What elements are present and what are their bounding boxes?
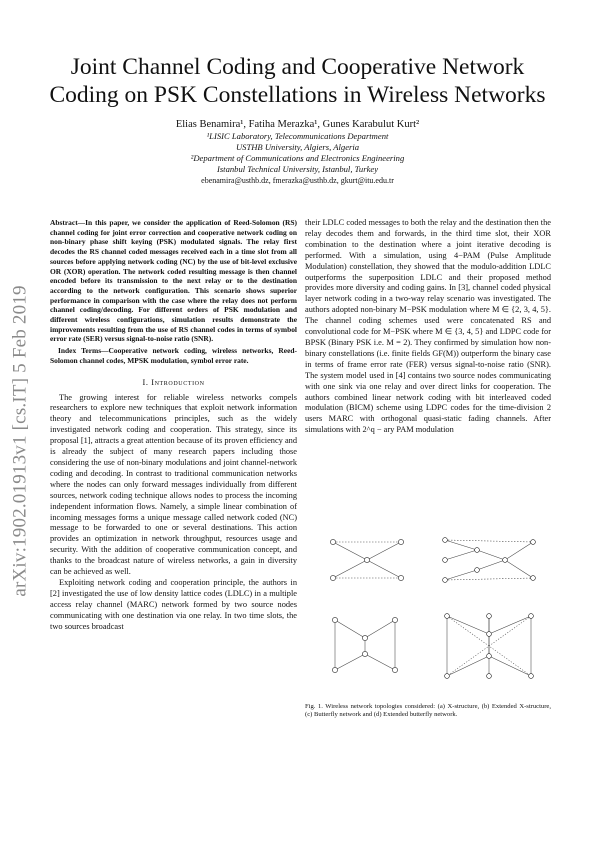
section-heading-introduction: I. Introduction xyxy=(142,377,205,387)
intro-paragraph-2: Exploiting network coding and cooperation principle, the authors in [2] investigated the use of low density lattice codes (LDLC) in a multiple access relay channel (MARC) network formed by two source nodes communicating with one destination via one relay. In two time slots, the two sources broadcast xyxy=(50,577,297,631)
arxiv-identifier[interactable]: arXiv:1902.01913v1 [cs.IT] 5 Feb 2019 xyxy=(10,285,32,597)
right-column xyxy=(305,218,551,436)
affiliation-line-3: ²Department of Communications and Electronics Engineering xyxy=(190,153,405,163)
figure-caption: Fig. 1. Wireless network topologies considered: (a) X-structure, (b) Extended X-structure, (c) Butterfly network and (d) Extended butterfly network. xyxy=(305,703,551,719)
right-column-paragraph: their LDLC coded messages to both the relay and the destination then the relay decodes them and forwards, in the third time slot, their XOR combination to the destination where a joint iterative decoding is performed. With a simulation, using 4−PAM (Pulse Amplitude Modulation) constellation, they showed that the modulo-addition LDLC outperforms the superposition LDLC and their proposed method provides more diversity and coding gains. In [3], channel coded physical layer network coding in a two-way relay scenario was investigated. The authors adopted non-binary M−PSK modulation where M ∈ {2, 3, 4, 5}. The channel coding schemes used were concatenated RS and convolutional code for M−PSK where M ∈ {3, 4, 5} and LDPC code for BPSK (Binary PSK i.e. M = 2). They confirmed by simulation how non-binary constellations (i.e. finite fields GF(M)) outperform the binary case in terms of frame error rate (FER) versus signal-to-noise ratio (SNR). The system model used in [4] contains two source nodes communicating with one sink via one relay and over direct links for cooperation. The authors combined linear network coding with bit interleaved coded modulation (BICM) scheme using LDPC codes for the time-division 2 users MARC with orthogonal quasi-static fading channels. After simulations with 2^q − ary PAM modulation xyxy=(305,218,551,435)
abstract: Abstract—In this paper, we consider the application of Reed-Solomon (RS) channel coding for joint error correction and cooperative network coding on non-binary phase shift keying (PSK) modulated signals. The relay first decodes the RS channel coded messages received each in a time slot from all sources before applying network coding (NC) by the use of bit-level exclusive OR (XOR) operation. The network coded resulting message is then channel encoded before its transmission to the next relay or to the destination according to the network configuration. This scenario shows superior performance in comparison with the case where the relay does not perform channel coding/decoding. For different orders of PSK modulation and different wireless configurations, simulation results demonstrate the improvements resulting from the use of RS channel codes in terms of symbol error rate (SER) versus signal-to-noise ratio (SNR). xyxy=(50,218,297,344)
network-topology-diagram xyxy=(305,520,551,700)
intro-paragraph-1: The growing interest for reliable wireless networks compels researchers to explore new techniques that exploit network information theory and telecommunications principles, such as the widely investigated network coding and cooperation. This strategy, since its proposal [1], attracts a great attention because of its proven efficiency and is already the subject of many research papers including those considering the use of non-binary modulations and joint channel-network coding and decoding. In contrast to traditional communication networks where the nodes can only forward messages individually from different sources, network coding technique allows nodes to process the incoming independent information flows. Namely, a simple linear combination of incoming messages forms a unique message called network coded (NC) message to be forwarded to one or several destinations. This action provides an optimization in network throughput, resources usage and security. With the addition of cooperative communication concept, and thanks to the broadcast nature of wireless networks, a gain in diversity can be achieved as well. xyxy=(50,392,297,577)
author-block xyxy=(60,118,535,186)
affiliation-line-4: Istanbul Technical University, Istanbul, Turkey xyxy=(216,164,379,174)
author-names: Elias Benamira¹, Fatiha Merazka¹, Gunes Karabulut Kurt² xyxy=(175,119,420,130)
network-topology-figure xyxy=(305,520,551,700)
affiliation-line-2: USTHB University, Algiers, Algeria xyxy=(235,142,360,152)
left-column xyxy=(50,218,297,632)
arxiv-stamp xyxy=(4,226,38,656)
paper-title: Joint Channel Coding and Cooperative Network Coding on PSK Constellations in Wireless Networks xyxy=(49,54,546,108)
affiliation-line-1: ¹LISIC Laboratory, Telecommunications Department xyxy=(206,131,389,141)
index-terms: Index Terms—Cooperative network coding, wireless networks, Reed-Solomon channel codes, MPSK modulation, symbol error rate. xyxy=(50,346,297,365)
author-emails: ebenamira@usthb.dz, fmerazka@usthb.dz, gkurt@itu.edu.tr xyxy=(201,176,394,185)
